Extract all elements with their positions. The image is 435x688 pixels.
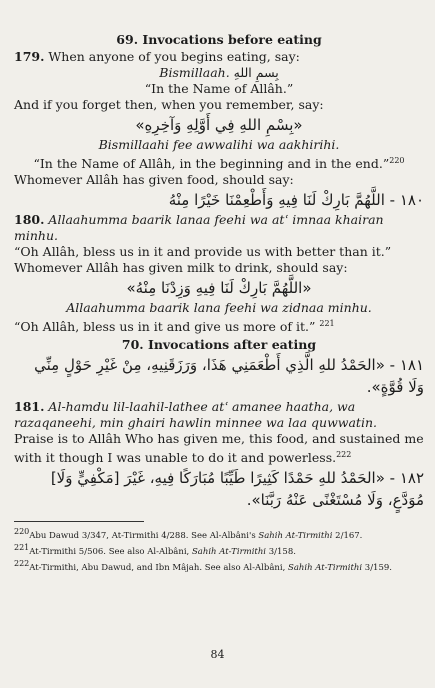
footnote-ref: 220 xyxy=(389,156,405,165)
arabic-181: ١٨١ - «الحَمْدُ للهِ الَّذِي أَطْعَمَنِي هَذَا، وَرَزَقَنِيهِ، مِنْ غَيْرِ حَوْلٍ مِنِّي وَلَا قُوَّةٍ». xyxy=(34,356,424,397)
footnote-ref: 222 xyxy=(336,450,352,460)
para-179 xyxy=(14,49,424,65)
para-180 xyxy=(14,212,424,244)
footnote-number: 222 xyxy=(14,559,30,569)
forget-line: And if you forget then, when you remember, say: xyxy=(14,97,324,112)
arabic-milk: «اللَّهُمَّ بَارِكْ لَنَا فِيهِ وَزِدْنَا مِنْهُ» xyxy=(126,279,312,298)
translation-text: “Oh Allâh, bless us in it and give us more of it.” xyxy=(14,319,316,335)
arabic-180: ١٨٠ - اللَّهُمَّ بَارِكْ لَنَا فِيهِ وَأَطْعِمْنَا خَيْرًا مِنْهُ xyxy=(168,191,424,210)
footnote-end: 3/158. xyxy=(266,547,296,558)
bismillah-transliteration: Bismillaah. xyxy=(159,65,230,80)
whomever-milk: Whomever Allâh has given milk to drink, should say: xyxy=(14,260,348,276)
arabic-bism-awal: «بِسْمِ اللهِ فِي أَوَّلِهِ وَآخِرِهِ» xyxy=(135,116,303,134)
footnote-text: At-Tirmithi 5/506. See also Al-Albâni, xyxy=(29,547,192,558)
bismillah-arabic: بِسمِ اللهِ xyxy=(233,65,279,80)
para-text: When anyone of you begins eating, say: xyxy=(44,49,300,64)
footnote-divider xyxy=(14,521,144,522)
whomever-food: Whomever Allâh has given food, should say: xyxy=(14,172,294,188)
bism-awal-translation xyxy=(14,153,424,172)
item-number: 180. xyxy=(14,212,45,228)
footnote-end: 2/167. xyxy=(332,531,363,542)
footnote-end: 3/159. xyxy=(362,562,392,573)
footnote-ref: 221 xyxy=(319,319,335,329)
footnote-number: 221 xyxy=(14,543,30,553)
translation-181 xyxy=(14,431,424,466)
footnote-text: At-Tirmithi, Abu Dawud, and Ibn Mâjah. See also Al-Albâni, xyxy=(29,562,288,573)
footnote-title: Sahih At-Tirmithi xyxy=(191,547,267,558)
footnote-number: 220 xyxy=(14,527,30,537)
footnote-text: Abu Dawud 3/347, At-Tirmithi 4/288. See Al-Albâni's xyxy=(29,531,259,542)
milk-translation xyxy=(14,316,424,335)
milk-transliteration: Allaahumma baarik lana feehi wa zidnaa minhu. xyxy=(66,300,372,316)
bismillah-line xyxy=(14,65,424,81)
translation-text: Praise is to Allâh Who has given me, this food, and sustained me with it though I was unable to do it and powerless. xyxy=(14,431,424,466)
item-number: 181. xyxy=(14,399,45,415)
transliteration: Allaahumma baarik lanaa feehi wa atʿ imnaa khairan minhu. xyxy=(14,212,384,244)
section-heading-69: 69. Invocations before eating xyxy=(116,32,322,47)
footnote-222 xyxy=(14,558,424,574)
footnote-220 xyxy=(14,526,424,542)
bismillah-translation: “In the Name of Allâh.” xyxy=(144,81,294,96)
para-181 xyxy=(14,399,424,431)
footnote-221 xyxy=(14,542,424,558)
bism-awal-transliteration: Bismillaahi fee awwalihi wa aakhirihi. xyxy=(98,137,340,152)
footnote-title: Sahih At-Tirmithi xyxy=(258,531,333,542)
section-heading-70: 70. Invocations after eating xyxy=(121,337,317,353)
transliteration: Al-hamdu lil-laahil-lathee atʿ amanee haatha, wa razaqaneehi, min ghairi hawlin minnee wa laa quwwatin. xyxy=(14,399,377,431)
item-number: 179. xyxy=(14,49,45,64)
page-body xyxy=(14,30,424,574)
arabic-182: ١٨٢ - «الحَمْدُ للهِ حَمْدًا كَثِيرًا طَيِّبًا مُبَارَكًا فِيهِ، غَيْرَ [مَكْفِيٍّ وَلَا] مُوَدَّعٍ، وَلَا مُسْتَغْنًى عَنْهُ رَبَّنَا». xyxy=(50,469,424,510)
footnote-title: Sahih At-Tirmithi xyxy=(288,562,363,573)
translation-text: “In the Name of Allâh, in the beginning and in the end.” xyxy=(33,156,390,172)
page-number: 84 xyxy=(210,648,225,661)
translation-180: “Oh Allâh, bless us in it and provide us with better than it.” xyxy=(14,244,392,260)
